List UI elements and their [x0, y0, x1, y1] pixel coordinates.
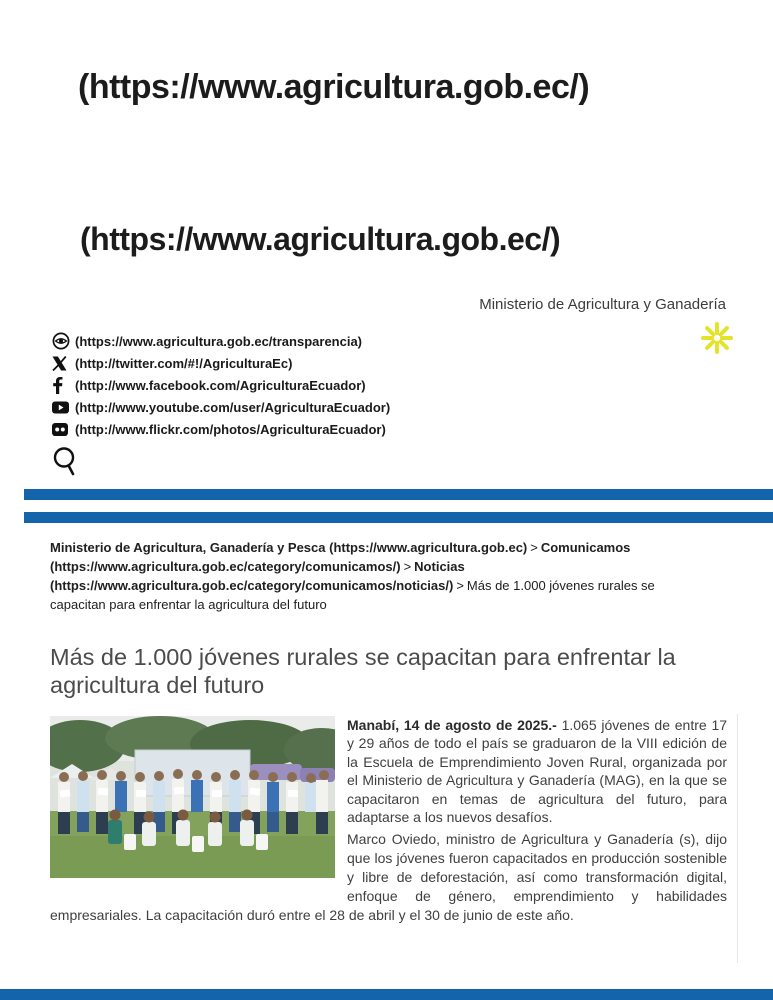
twitter-link-label[interactable]: (http://twitter.com/#!/AgriculturaEc)	[75, 355, 293, 371]
article-body	[50, 714, 738, 963]
article-dateline: Manabí, 14 de agosto de 2025.-	[347, 717, 557, 733]
youtube-link-row[interactable]	[52, 396, 390, 418]
footer-blue-bar	[0, 989, 773, 1000]
article-paragraph-2: Marco Oviedo, ministro de Agricultura y Ganadería (s), dijo que los jóvenes fueron capacitados en producción sostenible y libre de deforestación, así como transformación digital, enfoque de género, emprendimiento y habilidades empresariales. La capacitación duró entre el 28 de abril y el 30 de junio de este año.	[50, 831, 727, 924]
ministry-name-label: Ministerio de Agricultura y Ganadería	[479, 296, 726, 313]
youtube-link-label[interactable]: (http://www.youtube.com/user/AgriculturaEcuador)	[75, 399, 391, 415]
breadcrumb	[50, 538, 702, 614]
site-home-link-top[interactable]: (https://www.agricultura.gob.ec/)	[78, 68, 590, 106]
transparency-eye-icon	[52, 332, 75, 350]
article-title: Más de 1.000 jóvenes rurales se capacitan para enfrentar la agricultura del futuro	[50, 644, 676, 698]
transparency-link-label[interactable]: (https://www.agricultura.gob.ec/transparencia)	[75, 333, 363, 349]
breadcrumb-separator: >	[530, 540, 538, 555]
breadcrumb-noticias-link[interactable]: Noticias (https://www.agricultura.gob.ec/category/comunicamos/noticias/)	[50, 559, 465, 593]
search-icon	[52, 446, 80, 476]
breadcrumb-comunicamos-link[interactable]: Comunicamos (https://www.agricultura.gob.ec/category/comunicamos/)	[50, 540, 631, 574]
social-links	[52, 330, 390, 440]
facebook-link-label[interactable]: (http://www.facebook.com/AgriculturaEcuador)	[75, 377, 366, 393]
breadcrumb-home-link[interactable]: Ministerio de Agricultura, Ganadería y Pesca (https://www.agricultura.gob.ec)	[50, 540, 528, 555]
article-photo	[50, 716, 335, 878]
flickr-icon	[52, 423, 75, 436]
blue-divider-bar-second	[24, 512, 773, 523]
transparency-link-row[interactable]	[52, 330, 390, 352]
breadcrumb-separator: >	[456, 578, 464, 593]
flickr-link-row[interactable]	[52, 418, 390, 440]
facebook-link-row[interactable]	[52, 374, 390, 396]
facebook-icon	[52, 377, 75, 394]
article-paragraph-1-text: 1.065 jóvenes de entre 17 y 29 años de todo el país se graduaron de la VIII edición de la Escuela de Emprendimiento Joven Rural, organizada por el Ministerio de Agricultura y Ganadería (MAG), en la que se capacitaron en temas de agricultura del futuro, para adaptarse a los nuevos desafíos.	[347, 717, 728, 826]
breadcrumb-separator: >	[403, 559, 412, 574]
flickr-link-label[interactable]: (http://www.flickr.com/photos/AgriculturaEcuador)	[75, 421, 386, 437]
twitter-link-row[interactable]	[52, 352, 390, 374]
x-twitter-icon	[52, 356, 75, 371]
breadcrumb-current-page: Más de 1.000 jóvenes rurales se capacitan para enfrentar la agricultura del futuro	[50, 578, 655, 612]
search-button[interactable]	[52, 446, 80, 476]
loading-spinner-icon	[701, 322, 733, 354]
site-home-link-second[interactable]: (https://www.agricultura.gob.ec/)	[80, 221, 561, 257]
blue-divider-bar-top	[24, 489, 773, 500]
youtube-icon	[52, 401, 75, 414]
